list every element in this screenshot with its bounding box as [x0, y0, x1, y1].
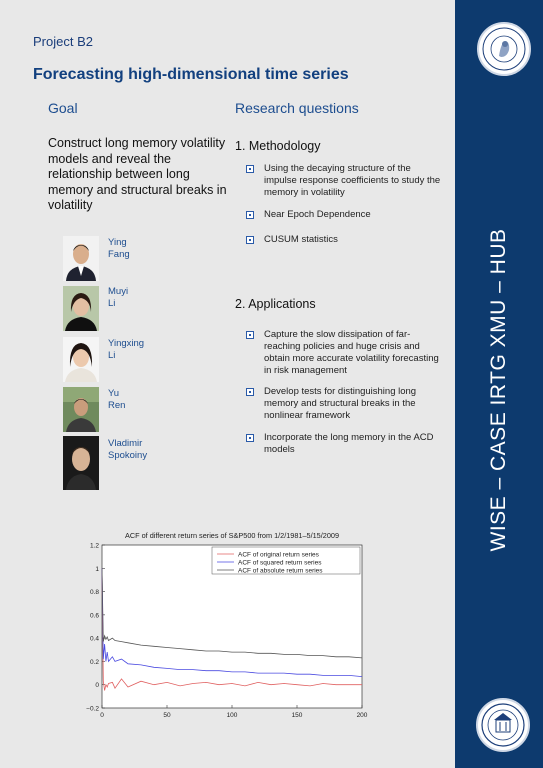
research-questions-heading: Research questions [235, 100, 359, 116]
bullet-box-icon [246, 165, 254, 173]
person-name: Ying Fang [108, 237, 130, 260]
person-photo [63, 286, 99, 331]
person-name: Yu Ren [108, 388, 126, 411]
x-tick-label: 100 [226, 712, 238, 719]
bullet-box-icon [246, 236, 254, 244]
legend-label: ACF of squared return series [238, 559, 322, 567]
y-tick-label: 0.8 [89, 589, 99, 597]
y-tick-label: 0.6 [89, 612, 99, 620]
applications-heading: 2. Applications [235, 297, 316, 311]
x-tick-label: 0 [100, 712, 104, 719]
acf-chart [84, 527, 374, 722]
person-name: Yingxing Li [108, 338, 145, 361]
bullet-box-icon [246, 331, 254, 339]
person-name: Vladimir Spokoiny [108, 438, 148, 461]
project-label: Project B2 [33, 34, 93, 49]
goal-heading: Goal [48, 100, 78, 116]
person-name: Muyi Li [108, 286, 129, 309]
bullet-box-icon [246, 388, 254, 396]
acf-chart-svg [84, 527, 374, 722]
bullet-box-icon [246, 434, 254, 442]
y-tick-label: 0.4 [89, 635, 99, 643]
person-photo [63, 387, 99, 432]
methodology-heading: 1. Methodology [235, 139, 321, 153]
applications-item: Capture the slow dissipation of far-reaching policies and huge crisis and obtain more accurate volatility forecasting in risk management [246, 329, 446, 377]
person-photo [63, 337, 99, 382]
goal-text: Construct long memory volatility models and reveal the relationship between long memory and structural breaks in volatility [48, 136, 227, 212]
y-tick-label: 0.2 [89, 658, 99, 666]
x-tick-label: 200 [356, 712, 368, 719]
person-photo [63, 436, 99, 490]
sidebar-title: WISE – CASE IRTG XMU – HUB [487, 228, 510, 552]
bullet-box-icon [246, 211, 254, 219]
methodology-item: CUSUM statistics [246, 234, 446, 246]
methodology-item: Near Epoch Dependence [246, 209, 446, 221]
y-tick-label: 0 [95, 682, 99, 690]
legend-label: ACF of absolute return series [238, 567, 323, 575]
person-photo [63, 236, 99, 281]
humboldt-university-seal [477, 22, 531, 76]
chart-title: ACF of different return series of S&P500 from 1/2/1981–5/15/2009 [124, 531, 340, 540]
y-tick-label: 1 [95, 565, 99, 573]
xiamen-university-seal [476, 698, 530, 752]
applications-item: Incorporate the long memory in the ACD models [246, 432, 446, 456]
y-tick-label: −0.2 [86, 705, 99, 713]
y-tick-label: 1.2 [89, 542, 99, 550]
page-title: Forecasting high-dimensional time series [33, 66, 349, 83]
methodology-item: Using the decaying structure of the impulse response coefficients to study the memory in volatility [246, 163, 446, 199]
x-tick-label: 150 [291, 712, 303, 719]
legend-label: ACF of original return series [238, 551, 319, 559]
x-tick-label: 50 [163, 712, 171, 719]
applications-item: Develop tests for distinguishing long memory and structural breaks in the nonlinear framework [246, 386, 446, 422]
